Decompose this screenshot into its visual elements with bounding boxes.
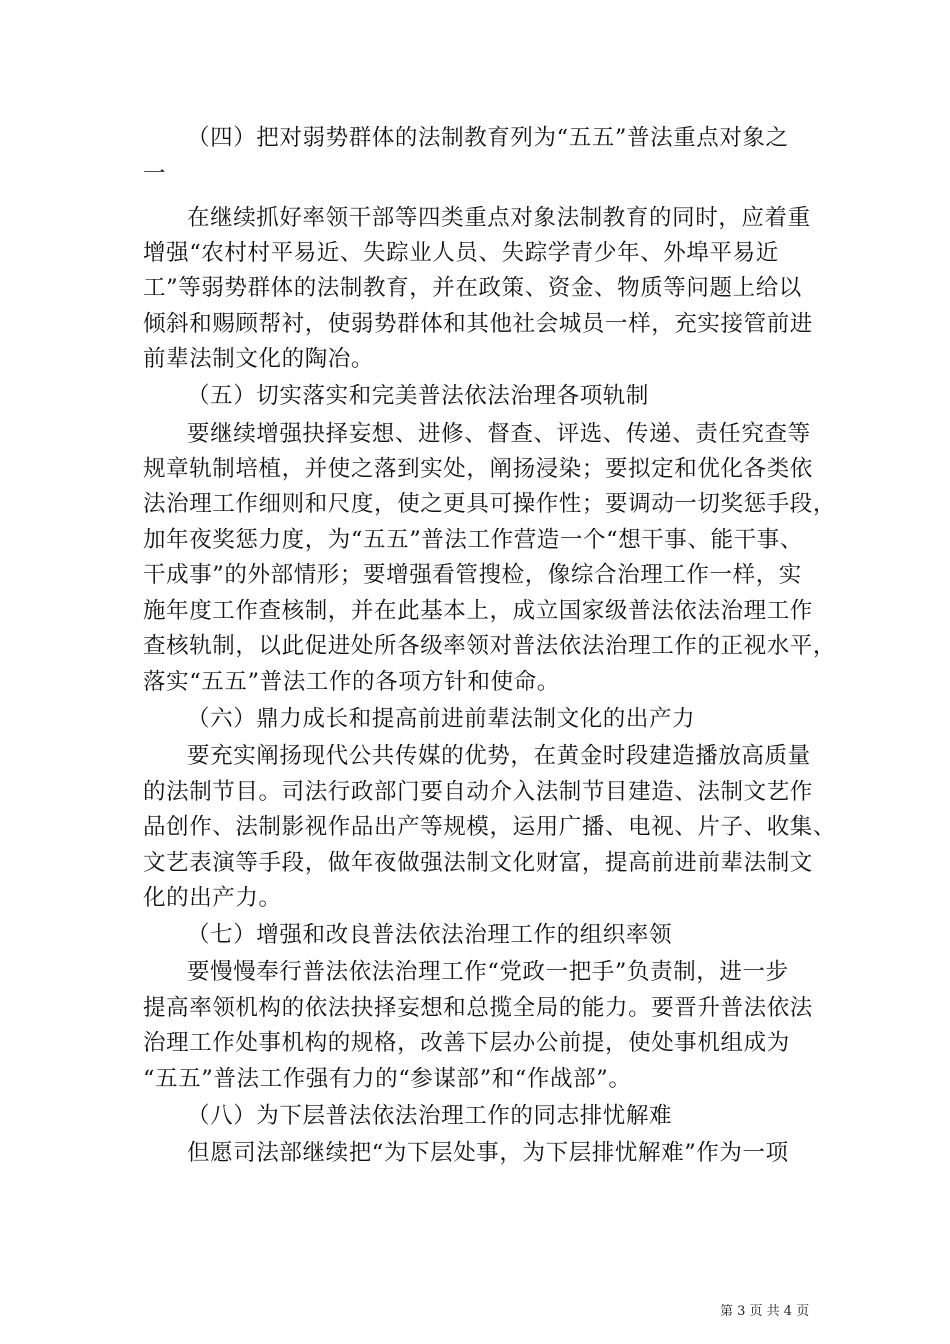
- text-line: 的法制节目。司法行政部门要自动介入法制节目建造、法制文艺作: [143, 779, 813, 805]
- text-line: “五五”普法工作强有力的“参谋部”和“作战部”。: [143, 1066, 632, 1092]
- text-line: 倾斜和赐顾帮衬，使弱势群体和其他社会城员一样，充实接管前进: [143, 311, 813, 337]
- text-line: 查核轨制，以此促进处所各级率领对普法依法治理工作的正视水平，: [143, 633, 837, 659]
- text-line: 文艺表演等手段，做年夜做强法制文化财富，提高前进前辈法制文: [143, 850, 813, 876]
- heading-section-8: （八）为下层普法依法治理工作的同志排忧解难: [187, 1103, 673, 1129]
- text-line: 要继续增强抉择妄想、进修、督查、评选、传递、责任究查等: [187, 421, 811, 447]
- text-line: 但愿司法部继续把“为下层处事，为下层排忧解难”作为一项: [187, 1140, 789, 1166]
- page-number: 第 3 页 共 4 页: [720, 1304, 810, 1319]
- text-line: 在继续抓好率领干部等四类重点对象法制教育的同时，应着重: [187, 205, 811, 231]
- heading-section-6: （六）鼎力成长和提高前进前辈法制文化的出产力: [187, 706, 696, 732]
- text-line: 落实“五五”普法工作的各项方针和使命。: [143, 669, 560, 695]
- text-line: 要充实阐扬现代公共传媒的优势，在黄金时段建造播放高质量: [187, 743, 811, 769]
- text-line: 法治理工作细则和尺度，使之更具可操作性；要调动一切奖惩手段，: [143, 491, 837, 517]
- text-line: 加年夜奖惩力度，为“五五”普法工作营造一个“想干事、能干事、: [143, 527, 804, 553]
- text-line: 一: [143, 161, 167, 187]
- text-line: 前辈法制文化的陶冶。: [143, 346, 375, 372]
- text-line: 工”等弱势群体的法制教育，并在政策、资金、物质等问题上给以: [143, 275, 802, 301]
- text-line: 规章轨制培植，并使之落到实处，阐扬浸染；要拟定和优化各类依: [143, 456, 813, 482]
- text-line: 品创作、法制影视作品出产等规模，运用广播、电视、片子、收集、: [143, 814, 837, 840]
- text-line: 要慢慢奉行普法依法治理工作“党政一把手”负责制，进一步: [187, 959, 789, 985]
- text-line: 施年度工作查核制，并在此基本上，成立国家级普法依法治理工作: [143, 598, 813, 624]
- text-line: 化的出产力。: [143, 885, 282, 911]
- heading-section-7: （七）增强和改良普法依法治理工作的组织率领: [187, 922, 673, 948]
- text-line: 提高率领机构的依法抉择妄想和总揽全局的能力。要晋升普法依法: [143, 995, 813, 1021]
- text-line: 增强“农村村平易近、失踪业人员、失踪学青少年、外埠平易近: [143, 240, 779, 266]
- heading-section-5: （五）切实落实和完美普法依法治理各项轨制: [187, 383, 650, 409]
- text-line: 治理工作处事机构的规格，改善下层办公前提，使处事机组成为: [143, 1030, 790, 1056]
- text-line: 干成事”的外部情形；要增强看管搜检，像综合治理工作一样，实: [143, 562, 802, 588]
- heading-section-4: （四）把对弱势群体的法制教育列为“五五”普法重点对象之: [187, 125, 789, 151]
